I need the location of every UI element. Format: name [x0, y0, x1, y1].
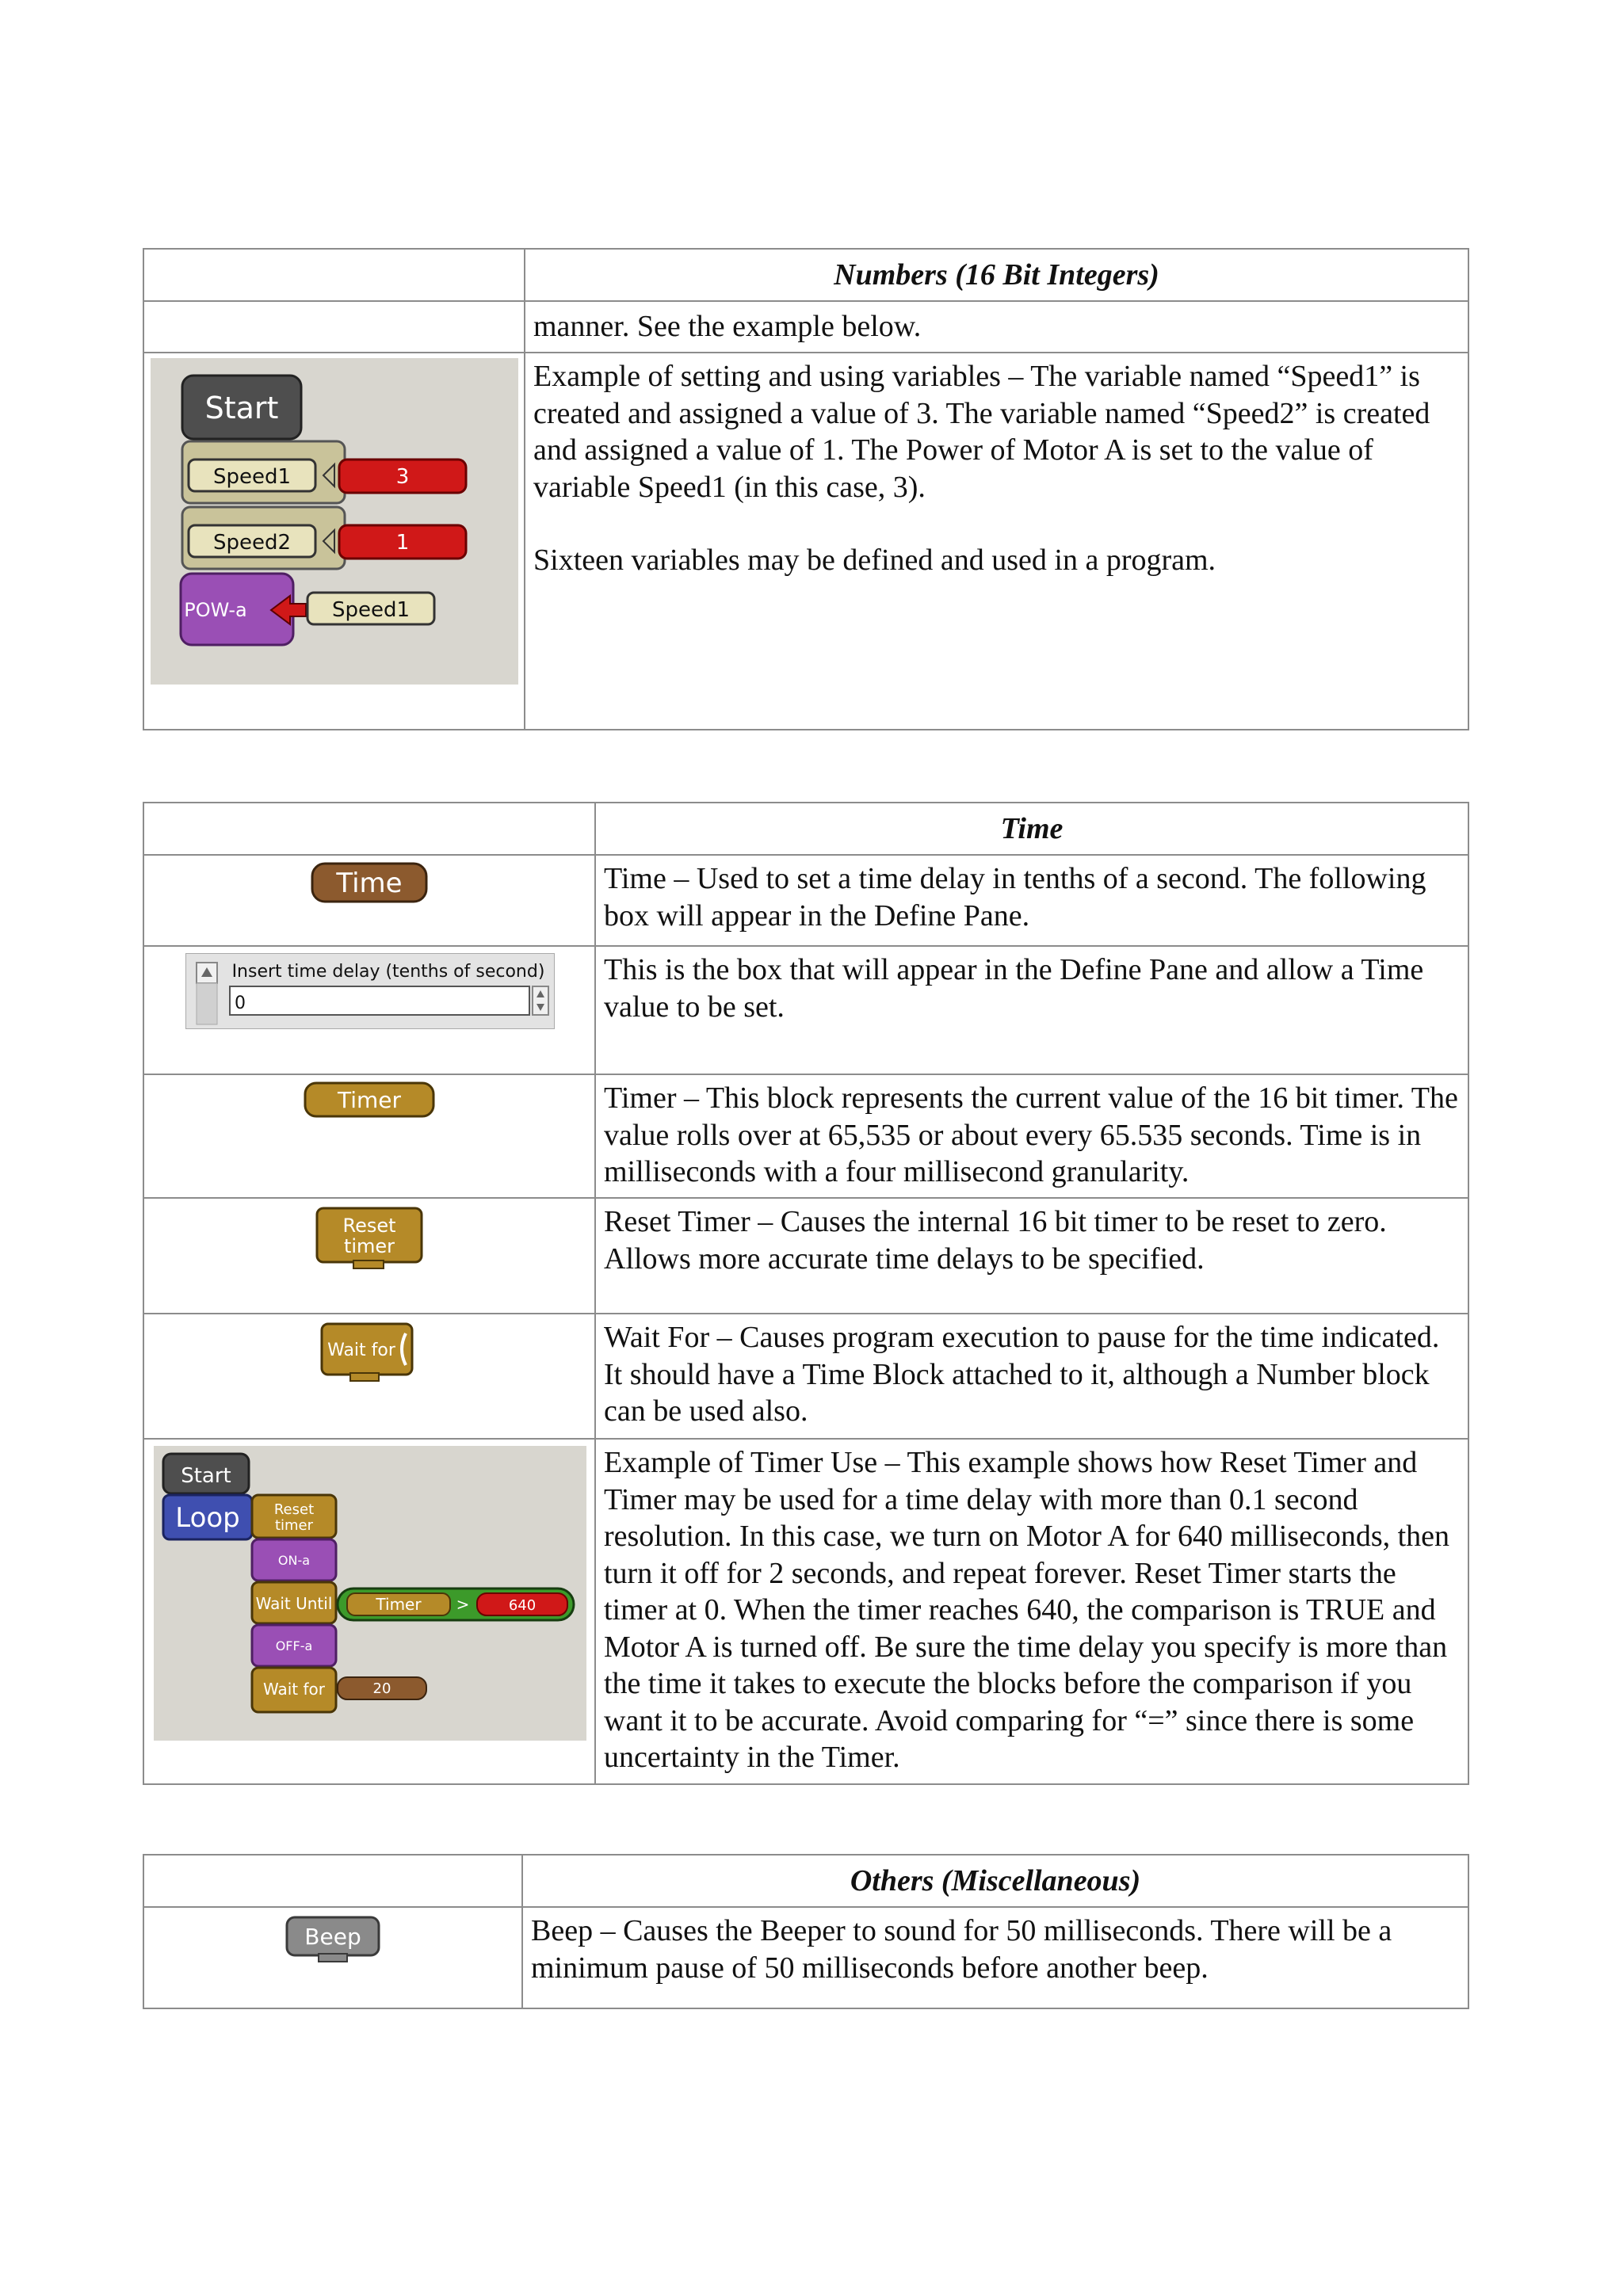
speed1-label: Speed1	[212, 465, 292, 489]
time-desc: Time – Used to set a time delay in tenths of a second. The following box will appear in the Define Pane.	[595, 855, 1468, 946]
variables-example-paragraph: Example of setting and using variables – The variable named “Speed1” is created and assigned a value of 3. The variable named “Speed2” is created and assigned a value of 1. The Power of Motor A is set to the value of variable Speed1 (in this case, 3).	[533, 360, 1430, 504]
reset-timer-block-cell	[143, 1198, 595, 1314]
numbers-table	[143, 248, 1469, 730]
wait-for-block-cell	[143, 1314, 595, 1439]
timer-block-2-label: Timer	[376, 1595, 422, 1614]
others-header-empty-cell	[143, 1855, 522, 1907]
others-header: Others (Miscellaneous)	[522, 1855, 1468, 1907]
time-dialog-cell	[143, 946, 595, 1074]
numbers-example-text	[525, 353, 1468, 730]
value-1-label: 1	[395, 531, 410, 555]
value-3-label: 3	[395, 465, 410, 489]
pow-a-label: POW-a	[184, 599, 247, 621]
compare-operator: >	[456, 1595, 470, 1614]
speed1-var-label: Speed1	[331, 598, 411, 622]
timer-desc: Timer – This block represents the current value of the 16 bit timer. The value rolls over at 65,535 or about every 65.535 seconds. Time is in milliseconds with a four millisecond granularity.	[595, 1074, 1468, 1198]
time-block-cell	[143, 855, 595, 946]
reset-timer-block-image	[314, 1205, 425, 1270]
wait-until-label: Wait Until	[255, 1594, 333, 1613]
timer-block-label: Timer	[337, 1087, 402, 1113]
start-block-2-label: Start	[181, 1464, 231, 1488]
beep-block-cell	[143, 1907, 522, 2008]
reset-timer-2-line1: Reset	[273, 1501, 315, 1518]
time-block-label: Time	[336, 868, 403, 899]
numbers-cont-text	[525, 301, 1468, 353]
loop-block-label: Loop	[175, 1502, 240, 1534]
numbers-cont-label: manner. See the example below.	[533, 310, 922, 344]
beep-block-image	[284, 1914, 382, 1966]
numbers-cont-empty-cell	[143, 301, 525, 353]
on-a-label: ON-a	[277, 1553, 311, 1568]
time-delay-dialog	[185, 953, 555, 1029]
numbers-example-image-cell	[143, 353, 525, 730]
numbers-header-empty-cell	[143, 249, 525, 301]
time-table	[143, 802, 1469, 1785]
sixteen-variables-paragraph: Sixteen variables may be defined and used in a program.	[533, 543, 1216, 577]
reset-timer-2-line2: timer	[274, 1517, 314, 1534]
time-value-text: 0	[235, 994, 246, 1013]
time-header: Time	[595, 803, 1468, 855]
beep-block-label: Beep	[304, 1924, 361, 1950]
wait-for-2-label: Wait for	[262, 1680, 326, 1699]
value-20-label: 20	[372, 1680, 391, 1697]
numbers-header: Numbers (16 Bit Integers)	[525, 249, 1468, 301]
time-value-input[interactable]	[230, 986, 529, 1015]
wait-for-block-label: Wait for	[327, 1341, 395, 1360]
dialog-desc: This is the box that will appear in the Define Pane and allow a Time value to be set.	[595, 946, 1468, 1074]
speed2-label: Speed2	[212, 531, 292, 555]
wait-for-desc: Wait For – Causes program execution to pause for the time indicated. It should have a Time Block attached to it, although a Number block can be used also.	[595, 1314, 1468, 1439]
others-table	[143, 1854, 1469, 2009]
time-header-empty-cell	[143, 803, 595, 855]
reset-timer-desc: Reset Timer – Causes the internal 16 bit timer to be reset to zero. Allows more accurate time delays to be specified.	[595, 1198, 1468, 1314]
off-a-label: OFF-a	[275, 1638, 313, 1653]
timer-example-image	[154, 1446, 586, 1741]
dialog-prompt-label: Insert time delay (tenths of second)	[231, 962, 545, 982]
reset-timer-label-line2: timer	[343, 1235, 395, 1257]
timer-block-image	[304, 1081, 435, 1119]
time-block-image	[311, 862, 428, 905]
start-block-label: Start	[204, 391, 279, 425]
timer-example-image-cell	[143, 1439, 595, 1784]
beep-desc: Beep – Causes the Beeper to sound for 50 milliseconds. There will be a minimum pause of 50 milliseconds before another beep.	[522, 1907, 1468, 2008]
variables-example-image	[151, 358, 518, 685]
reset-timer-label-line1: Reset	[342, 1215, 396, 1237]
value-640-label: 640	[508, 1597, 537, 1614]
wait-for-block-image	[319, 1321, 420, 1384]
timer-block-cell	[143, 1074, 595, 1198]
timer-example-desc: Example of Timer Use – This example shows how Reset Timer and Timer may be used for a time delay with more than 0.1 second resolution. In this case, we turn on Motor A for 640 milliseconds, then turn it off for 2 seconds, and repeat forever. Reset Timer starts the timer at 0. When the timer reaches 640, the comparison is TRUE and Motor A is turned off. Be sure the time delay you specify is more than the time it takes to execute the blocks before the comparison if you want it to be accurate. Avoid comparing for “=” since there is some uncertainty in the Timer.	[595, 1439, 1468, 1784]
